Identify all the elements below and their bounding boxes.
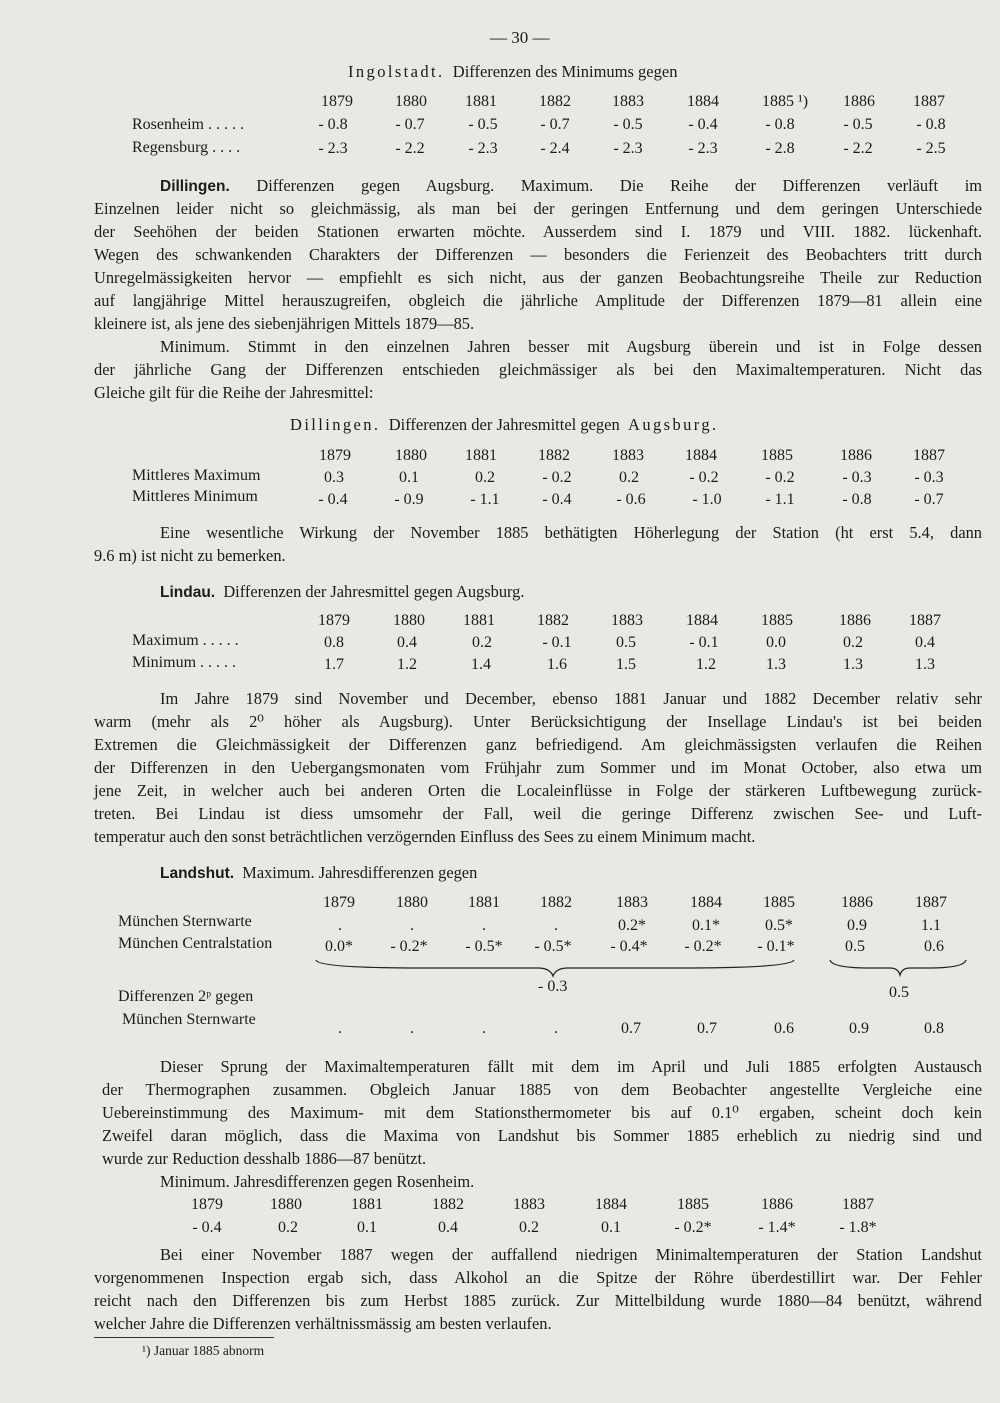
paragraph-line: wurde zur Reduction desshalb 1886—87 benützt. [102,1149,427,1168]
landshut-years: 1879 1880 1881 1882 1883 1884 1885 1886 1887 [323,894,947,911]
landshut-heading: Landshut. Maximum. Jahresdifferenzen gegen [160,863,478,882]
page-number: — 30 — [490,28,550,47]
paragraph-line: Uebereinstimmung des Maximum- mit dem Stationsthermometer bis auf 0.1⁰ ergaben, scheint doch kein [102,1103,982,1122]
paragraph-line: welcher Jahre die Differenzen verhältnissmässig am besten verlaufen. [94,1314,552,1333]
table-row-values: - 0.8 - 0.7 - 0.5 - 0.7 - 0.5 - 0.4 - 0.8 - 0.5 - 0.8 [318,116,946,133]
paragraph-line: der Seehöhen der beiden Stationen erwarten möchte. Ausserdem sind I. 1879 und VIII. 1882. lückenhaft. [94,222,982,241]
paragraph-line: der Thermographen zusammen. Obgleich Januar 1885 von dem Beobachter angestellte Vergleiche eine [102,1080,982,1099]
table-row: Regensburg . . . . [132,139,241,156]
table-row-values: 0.8 0.4 0.2 - 0.1 0.5 - 0.1 0.0 0.2 0.4 [324,634,935,651]
paragraph-line: kleinere ist, als jene des siebenjährigen Mittels 1879—85. [94,314,475,333]
mean-right: 0.5 [889,984,909,1001]
table-row-values: . . . . 0.2* 0.1* 0.5* 0.9 1.1 [338,917,941,934]
footnote-rule [94,1337,274,1338]
paragraph-line: der jährliche Gang der Differenzen entschieden gleichmässiger als bei den Maximaltemperaturen. Nicht das [94,360,982,379]
paragraph-line: Dieser Sprung der Maximaltemperaturen fällt mit dem im April und Juli 1885 erfolgten Austausch [160,1057,982,1076]
paragraph-line: vorgenommenen Inspection ergab sich, dass Alkohol an die Spitze der Röhre überdestillirt war. Der Fehler [94,1268,982,1287]
paragraph-line: auf langjährige Mittel herauszugreifen, obgleich die jährliche Amplitude der Differenzen 1879—81 allein eine [94,291,982,310]
paragraph-line: Extremen die Gleichmässigkeit der Differenzen ganz befriedigend. Am gleichmässigsten verlaufen die Reihen [94,735,982,754]
dillingen-table-title: Dillingen. Differenzen der Jahresmittel gegen Augsburg. [290,415,719,434]
min-heading: Minimum. Jahresdifferenzen gegen Rosenheim. [160,1172,475,1191]
ingolstadt-years: 1879 1880 1881 1882 1883 1884 1885 ¹) 1886 1887 [321,93,945,110]
table-row: München Centralstation [118,935,273,952]
table-row-values: - 0.4 - 0.9 - 1.1 - 0.4 - 0.6 - 1.0 - 1.1 - 0.8 - 0.7 [318,491,944,508]
paragraph-line: Im Jahre 1879 sind November und December, ebenso 1881 Januar und 1882 December relativ sehr [160,689,982,708]
paragraph-line: jene Zeit, in welcher auch bei anderen Orten die Localeinflüsse in Folge der stärkeren Luftbewegung zurück- [94,781,982,800]
grouping-brace-right [830,960,966,975]
diff-label-2: München Sternwarte [122,1011,256,1028]
table-row: München Sternwarte [118,913,252,930]
table-row-values: 0.0* - 0.2* - 0.5* - 0.5* - 0.4* - 0.2* - 0.1* 0.5 0.6 [325,938,944,955]
paragraph-line: 9.6 m) ist nicht zu bemerken. [94,546,286,565]
paragraph-line: Unregelmässigkeiten hervor — empfiehlt es sich nicht, aus der ganzen Beobachtungsreihe Theile zur Reduction [94,268,982,287]
ingolstadt-title: Ingolstadt. Differenzen des Minimums gegen [348,62,678,81]
table-row: Maximum . . . . . [132,632,239,649]
paragraph-line: Wegen des schwankenden Charakters der Differenzen — besonders die Ferienzeit des Beobachters tritt durch [94,245,982,264]
dillingen-line-1: Dillingen. Differenzen gegen Augsburg. Maximum. Die Reihe der Differenzen verläuft im [160,176,982,195]
diff-values: . . . . 0.7 0.7 0.6 0.9 0.8 [338,1020,944,1037]
min-years: 1879 1880 1881 1882 1883 1884 1885 1886 1887 [191,1196,874,1213]
footnote: ¹) Januar 1885 abnorm [142,1343,265,1358]
diff-label-1: Differenzen 2ᵖ gegen [118,988,254,1005]
table-row-values: 1.7 1.2 1.4 1.6 1.5 1.2 1.3 1.3 1.3 [324,656,935,673]
paragraph-line: reicht nach den Differenzen bis zum Herbst 1885 zurück. Zur Mittelbildung wurde 1880—84 benützt, während [94,1291,982,1310]
paragraph-line: der Differenzen in den Uebergangsmonaten vom Frühjahr zum Sommer und im Monat October, also etwa um [94,758,982,777]
dillingen-years: 1879 1880 1881 1882 1883 1884 1885 1886 1887 [319,447,945,464]
table-row-values: - 2.3 - 2.2 - 2.3 - 2.4 - 2.3 - 2.3 - 2.8 - 2.2 - 2.5 [318,140,946,157]
brace-lines [310,958,970,984]
paragraph-line: treten. Bei Lindau ist diess umsomehr der Fall, weil die geringe Differenz zwischen See- und Luft- [94,804,982,823]
paragraph-line: temperatur auch den sonst beträchtlichen verzögernden Einfluss des Sees zu einem Minimum macht. [94,827,756,846]
paragraph-line: Einzelnen leider nicht so gleichmässig, als man bei der geringen Entfernung und dem geringen Unterschiede [94,199,982,218]
paragraph-line: warm (mehr als 2⁰ höher als Augsburg). Unter Berücksichtigung der Insellage Lindau's ist bei beiden [94,712,982,731]
grouping-brace-left [316,960,794,976]
table-row-values: 0.3 0.1 0.2 - 0.2 0.2 - 0.2 - 0.2 - 0.3 - 0.3 [324,469,944,486]
table-row: Rosenheim . . . . . [132,116,244,133]
min-values: - 0.4 0.2 0.1 0.4 0.2 0.1 - 0.2* - 1.4* - 1.8* [192,1219,877,1236]
mean-left: - 0.3 [538,978,568,995]
paragraph-line: Minimum. Stimmt in den einzelnen Jahren besser mit Augsburg überein und ist in Folge dessen [160,337,982,356]
table-row: Mittleres Maximum [132,467,261,484]
table-row: Minimum . . . . . [132,654,237,671]
paragraph-line: Zweifel daran möglich, dass die Maxima von Landshut bis Sommer 1885 erheblich zu niedrig sind und [102,1126,982,1145]
lindau-years: 1879 1880 1881 1882 1883 1884 1885 1886 1887 [318,612,941,629]
paragraph-line: Gleiche gilt für die Reihe der Jahresmittel: [94,383,374,402]
paragraph-line: Bei einer November 1887 wegen der auffallend niedrigen Minimaltemperaturen der Station Landshut [160,1245,982,1264]
table-row: Mittleres Minimum [132,488,258,505]
paragraph-line: Eine wesentliche Wirkung der November 1885 bethätigten Höherlegung der Station (ht erst 5.4, dann [160,523,982,542]
lindau-heading: Lindau. Differenzen der Jahresmittel gegen Augsburg. [160,582,525,601]
